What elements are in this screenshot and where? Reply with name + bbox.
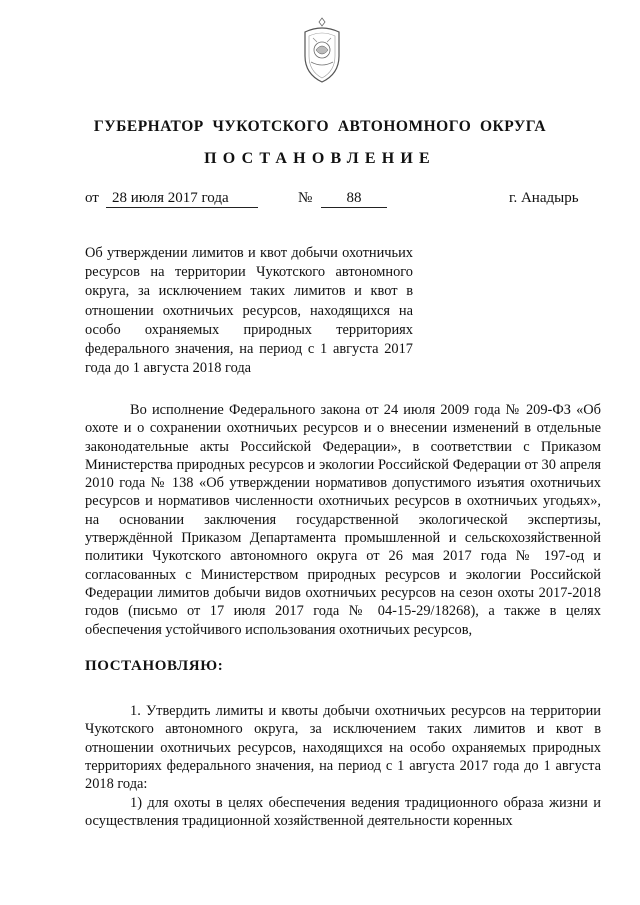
- document-place: г. Анадырь: [509, 190, 579, 206]
- document-type: ПОСТАНОВЛЕНИЕ: [204, 150, 436, 167]
- coat-of-arms-icon: [297, 16, 347, 86]
- document-number: 88: [321, 190, 387, 208]
- date-label: от: [85, 190, 99, 206]
- document-date: 28 июля 2017 года: [106, 190, 258, 208]
- resolve-heading: ПОСТАНОВЛЯЮ:: [85, 658, 224, 674]
- document-title: Об утверждении лимитов и квот добычи охотничьих ресурсов на территории Чукотского автономного округа, за исключением таких лимитов и квот в отношении охотничьих ресурсов, находящихся на особо охраняемых природных территориях федерального значения, на период с 1 августа 2017 года до 1 августа 2018 года: [85, 245, 413, 377]
- number-label: №: [298, 190, 313, 206]
- issuing-authority: ГУБЕРНАТОР ЧУКОТСКОГО АВТОНОМНОГО ОКРУГА: [93, 118, 547, 135]
- clause-1-subitem-1: 1) для охоты в целях обеспечения ведения традиционного образа жизни и осуществления традиционной хозяйственной деятельности коренных: [85, 795, 601, 830]
- clause-1: 1. Утвердить лимиты и квоты добычи охотничьих ресурсов на территории Чукотского автономного округа, за исключением таких лимитов и квот в отношении охотничьих ресурсов, находящихся на особо охраняемых природных территориях федерального значения, на период с 1 августа 2017 года до 1 августа 2018 года:: [85, 703, 601, 793]
- preamble-paragraph: Во исполнение Федерального закона от 24 июля 2009 года № 209-ФЗ «Об охоте и о сохранении охотничьих ресурсов и о внесении изменений в отдельные законодательные акты Российской Федерации», в соответствии с Приказом Министерства природных ресурсов и экологии Российской Федерации от 30 апреля 2010 года № 138 «Об утверждении нормативов допустимого изъятия охотничьих ресурсов и нормативов численности охотничьих ресурсов в охотничьих угодьях», на основании заключения государственной экологической экспертизы, утверждённой Приказом Департамента промышленной и сельскохозяйственной политики Чукотского автономного округа от 26 мая 2017 года № 197-од и согласованных с Министерством природных ресурсов и экологии Российской Федерации лимитов добычи видов охотничьих ресурсов на сезон охоты 2017-2018 годов (письмо от 17 июля 2017 года № 04-15-29/18268), а также в целях обеспечения устойчивого использования охотничьих ресурсов,: [85, 402, 601, 638]
